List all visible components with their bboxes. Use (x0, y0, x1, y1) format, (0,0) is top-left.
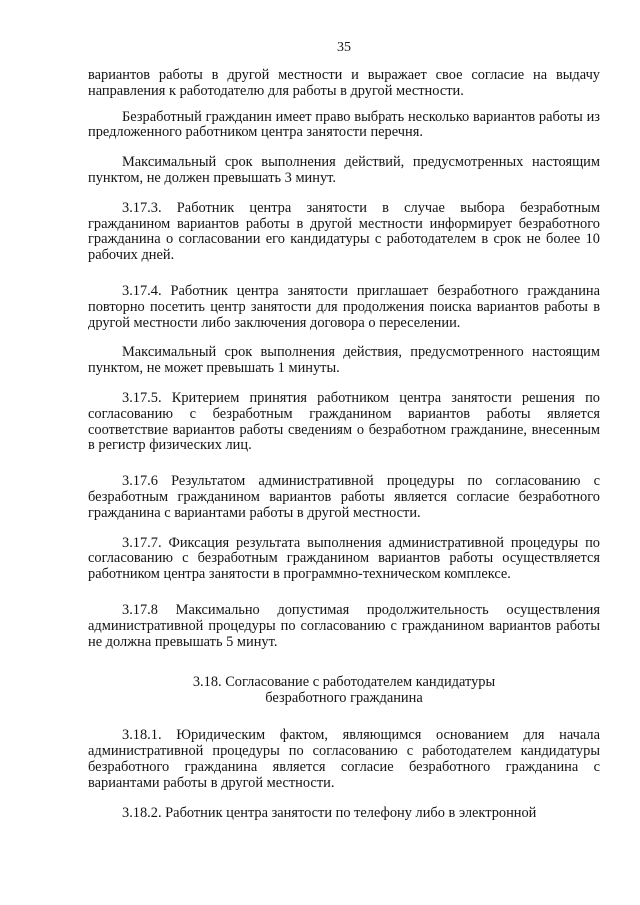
page-number: 35 (337, 40, 351, 55)
paragraph: 3.17.6 Результатом административной процедуры по согласованию с безработным гражданином вариантов работы является согласие безработного гражданина с вариантами работы в другой местности. (88, 473, 600, 521)
paragraph: вариантов работы в другой местности и выражает свое согласие на выдачу направления к работодателю для работы в другой местности. (88, 67, 600, 99)
section-heading (88, 674, 600, 706)
paragraph: 3.17.4. Работник центра занятости приглашает безработного гражданина повторно посетить центр занятости для продолжения поиска вариантов работы в другой местности либо заключения договора о переселении. (88, 282, 600, 331)
section-heading-line: безработного гражданина (265, 690, 423, 707)
paragraph: 3.17.5. Критерием принятия работником центра занятости решения по согласованию с безработным гражданином вариантов работы является соответствие вариантов работы сведениям о безработном гражданине, внесенным в регистр физических лиц. (88, 389, 600, 454)
paragraph: 3.17.7. Фиксация результата выполнения административной процедуры по согласованию с безработным гражданином вариантов работы осуществляется работником центра занятости в программно-техническом комплексе. (88, 534, 600, 583)
paragraph: 3.17.3. Работник центра занятости в случае выбора безработным гражданином вариантов работы в другой местности информирует безработного гражданина о согласовании его кандидатуры с работодателем в срок не более 10 рабочих дней. (88, 199, 600, 264)
paragraph: 3.17.8 Максимально допустимая продолжительность осуществления административной процедуры по согласованию с гражданином вариантов работы не должна превышать 5 минут. (88, 601, 600, 650)
section-heading-line: 3.18. Согласование с работодателем кандидатуры (192, 674, 496, 691)
paragraph: Максимальный срок выполнения действия, предусмотренного настоящим пунктом, не может превышать 1 минуты. (88, 344, 600, 377)
paragraph: 3.18.1. Юридическим фактом, являющимся основанием для начала административной процедуры по согласованию с работодателем кандидатуры безработного гражданина является согласие безработного гражданина с вариантами работы в другой местности. (88, 727, 600, 791)
paragraph: Максимальный срок выполнения действий, предусмотренных настоящим пунктом, не должен превышать 3 минут. (88, 154, 600, 186)
paragraph: Безработный гражданин имеет право выбрать несколько вариантов работы из предложенного работником центра занятости перечня. (88, 108, 600, 141)
paragraph: 3.18.2. Работник центра занятости по телефону либо в электронной (122, 804, 537, 821)
